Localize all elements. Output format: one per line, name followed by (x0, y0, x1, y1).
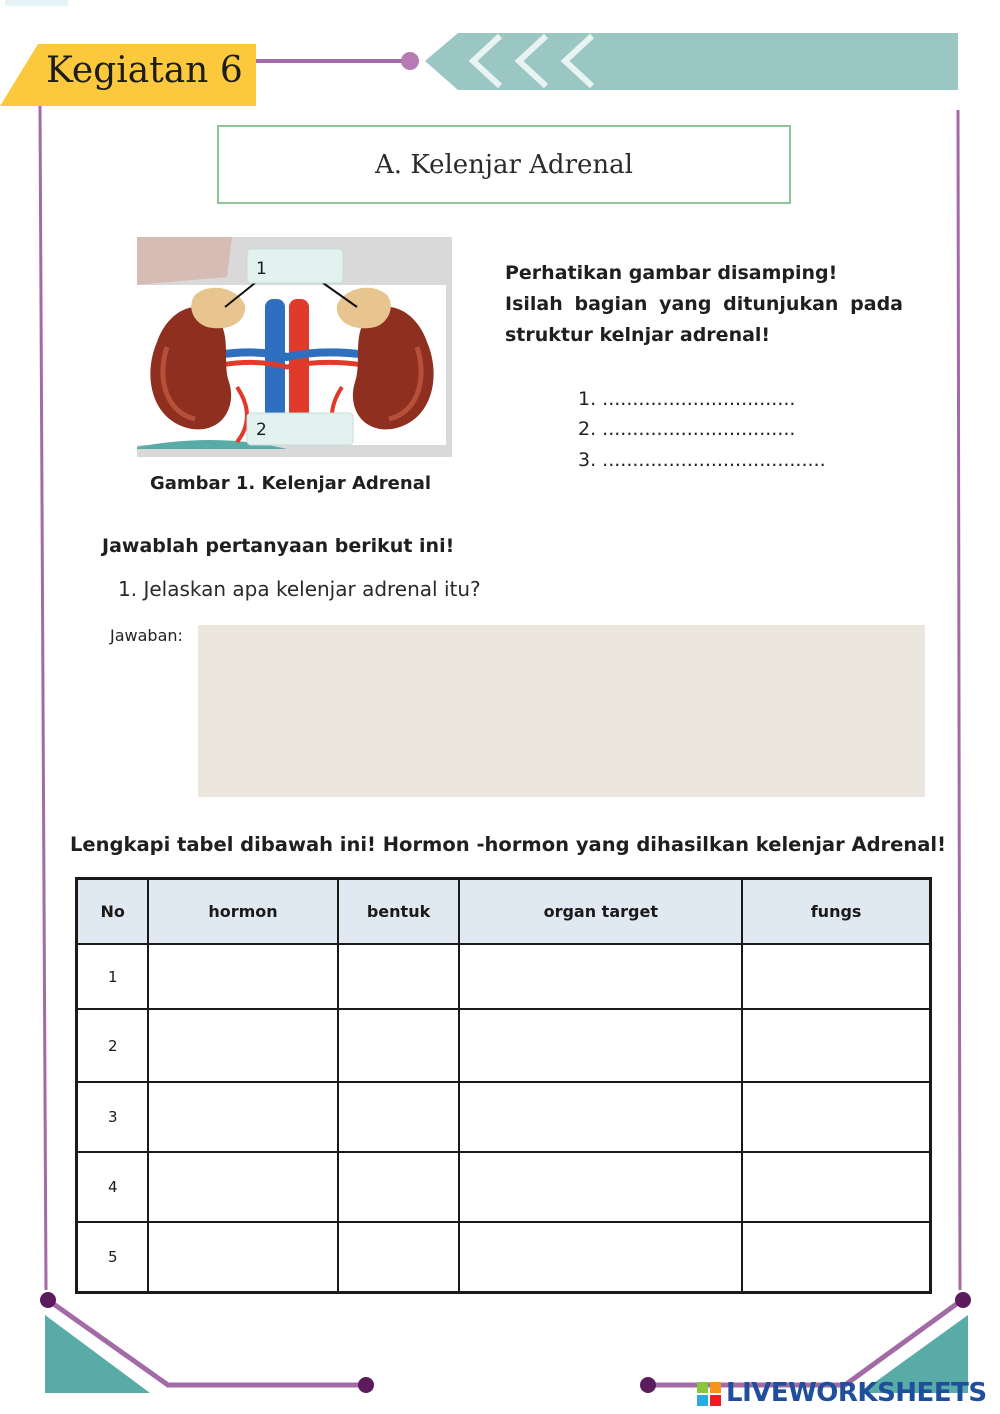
instructions (505, 258, 903, 351)
instruction-line-1: Perhatikan gambar disamping! (505, 262, 838, 284)
table-row (77, 1152, 931, 1222)
bentuk-cell[interactable] (338, 1152, 460, 1222)
column-header-no: No (77, 879, 149, 945)
organ-target-cell[interactable] (459, 944, 742, 1009)
bentuk-cell[interactable] (338, 1222, 460, 1292)
organ-target-cell[interactable] (459, 1222, 742, 1292)
fungsi-cell[interactable] (742, 1222, 930, 1292)
blank-2[interactable]: 2. ................................ (578, 418, 796, 440)
instruction-line-2: Isilah bagian yang ditunjukan pada struktur kelnjar adrenal! (505, 293, 903, 346)
table-row (77, 1009, 931, 1082)
fungsi-cell[interactable] (742, 1152, 930, 1222)
organ-target-cell[interactable] (459, 1009, 742, 1082)
hormon-cell[interactable] (148, 1082, 337, 1152)
blank-1[interactable]: 1. ................................ (578, 388, 796, 410)
row-number: 4 (77, 1152, 149, 1222)
answer-label: Jawaban: (110, 626, 183, 645)
figure-caption: Gambar 1. Kelenjar Adrenal (150, 473, 432, 494)
hormon-cell[interactable] (148, 1222, 337, 1292)
bentuk-cell[interactable] (338, 1009, 460, 1082)
hormon-cell[interactable] (148, 944, 337, 1009)
hormon-cell[interactable] (148, 1152, 337, 1222)
questions-heading: Jawablah pertanyaan berikut ini! (102, 535, 455, 557)
fungsi-cell[interactable] (742, 944, 930, 1009)
table-header-row (77, 879, 931, 945)
hormon-cell[interactable] (148, 1009, 337, 1082)
column-header-organ-target: organ target (459, 879, 742, 945)
organ-target-cell[interactable] (459, 1152, 742, 1222)
row-number: 3 (77, 1082, 149, 1152)
figure-callout-2: 2 (256, 420, 267, 440)
blank-3[interactable]: 3. ..................................... (578, 449, 826, 471)
column-header-bentuk: bentuk (338, 879, 460, 945)
hormone-table (75, 877, 932, 1294)
answer-input[interactable] (198, 625, 925, 797)
figure-callout-1: 1 (256, 259, 267, 279)
fungsi-cell[interactable] (742, 1082, 930, 1152)
column-header-fungsi: fungs (742, 879, 930, 945)
adrenal-gland-image (137, 237, 452, 457)
row-number: 2 (77, 1009, 149, 1082)
fungsi-cell[interactable] (742, 1009, 930, 1082)
row-number: 1 (77, 944, 149, 1009)
column-header-hormon: hormon (148, 879, 337, 945)
liveworksheets-brand: LIVEWORKSHEETS (726, 1378, 987, 1408)
section-title: A. Kelenjar Adrenal (217, 125, 791, 204)
row-number: 5 (77, 1222, 149, 1292)
table-row (77, 1082, 931, 1152)
table-heading: Lengkapi tabel dibawah ini! Hormon -hormon yang dihasilkan kelenjar Adrenal! (70, 833, 946, 856)
question-1: 1. Jelaskan apa kelenjar adrenal itu? (118, 577, 481, 601)
organ-target-cell[interactable] (459, 1082, 742, 1152)
activity-label: Kegiatan 6 (46, 50, 243, 91)
bentuk-cell[interactable] (338, 944, 460, 1009)
table-row (77, 1222, 931, 1292)
table-row (77, 944, 931, 1009)
bentuk-cell[interactable] (338, 1082, 460, 1152)
